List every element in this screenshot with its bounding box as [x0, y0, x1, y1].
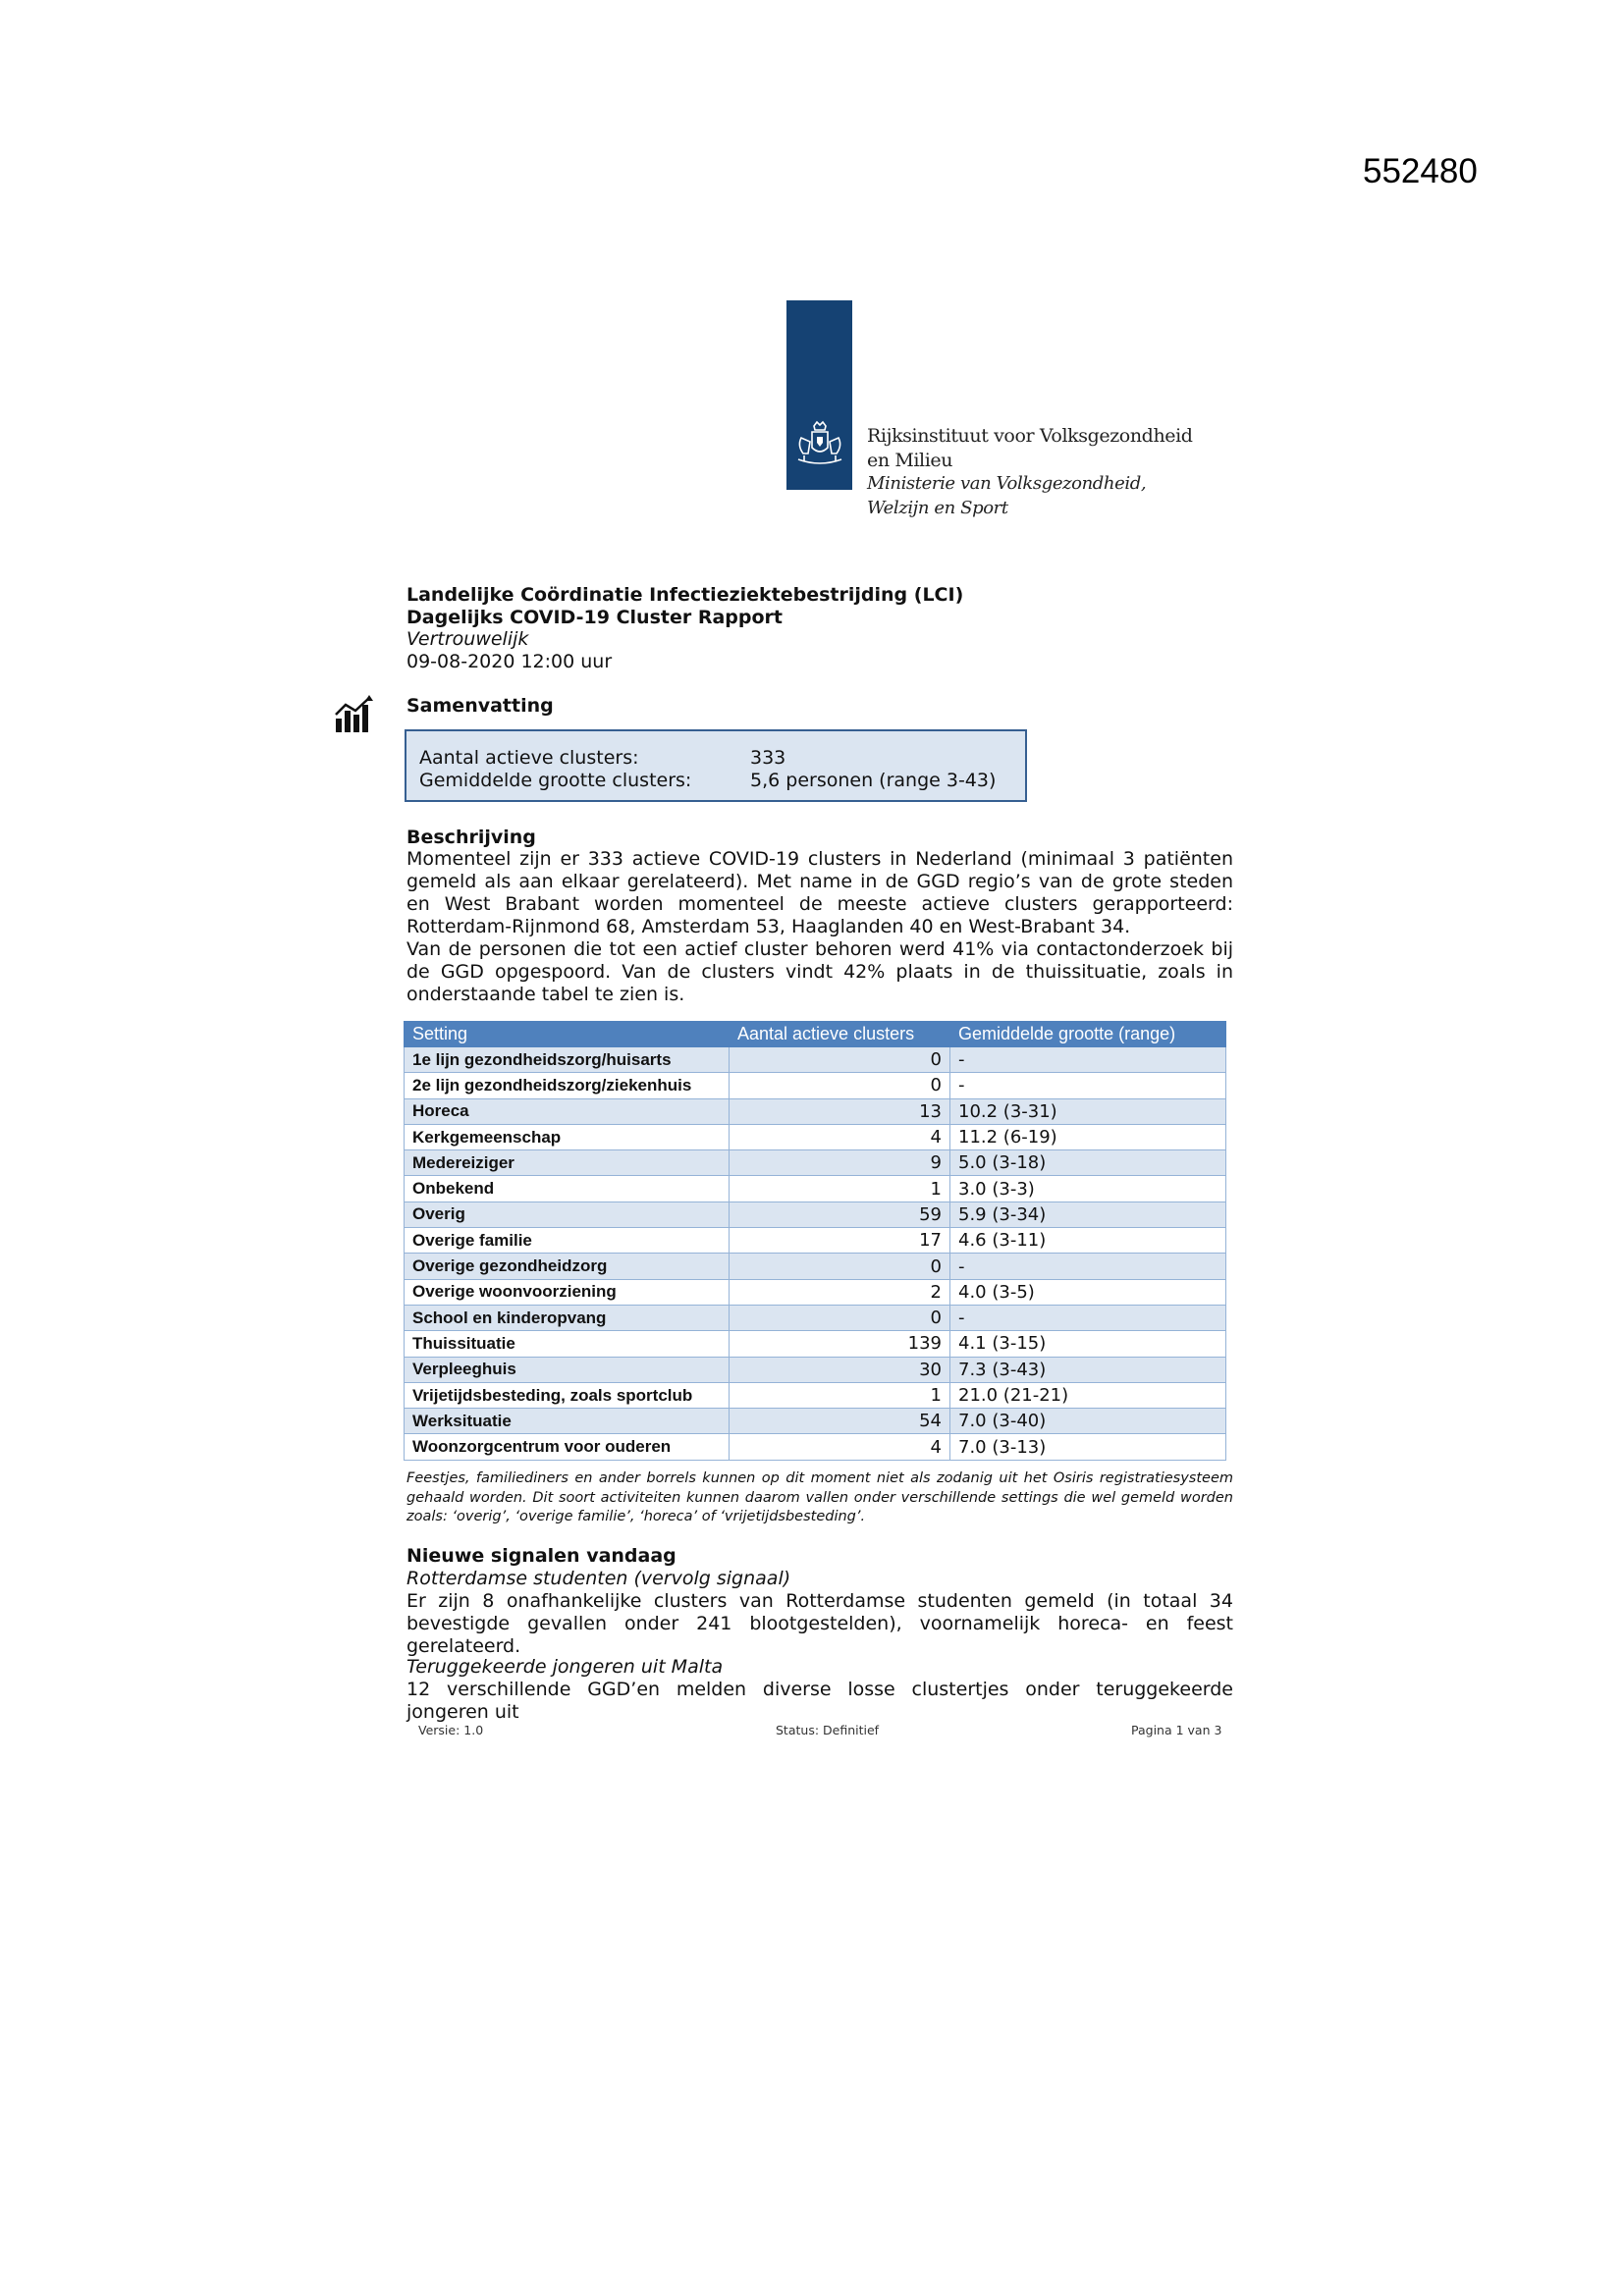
cell-setting: School en kinderopvang	[405, 1305, 730, 1330]
cell-count: 0	[730, 1305, 950, 1330]
table-header-row	[405, 1022, 1226, 1047]
logo-line-2: en Milieu	[867, 449, 953, 471]
table-row	[405, 1409, 1226, 1434]
signal-1-text: Er zijn 8 onafhankelijke clusters van Rotterdamse studenten gemeld (in totaal 34 bevestigde gevallen onder 241 blootgestelden), voornamelijk horeca- en feest gerelateerd.	[406, 1590, 1233, 1657]
cell-count: 1	[730, 1176, 950, 1201]
table-row	[405, 1047, 1226, 1073]
logo-text	[867, 424, 1193, 520]
table-row	[405, 1254, 1226, 1279]
crest-icon	[792, 420, 847, 471]
description-paragraph-2: Van de personen die tot een actief cluster behoren werd 41% via contactonderzoek bij de GGD opgespoord. Van de clusters vindt 42% plaats in de thuissituatie, zoals in onderstaande tabel te zien is.	[406, 938, 1233, 1005]
cell-setting: Woonzorgcentrum voor ouderen	[405, 1434, 730, 1460]
table-body	[405, 1047, 1226, 1461]
cell-count: 0	[730, 1047, 950, 1073]
cell-setting: Thuissituatie	[405, 1331, 730, 1357]
logo-line-4: Welzijn en Sport	[867, 497, 1008, 518]
table-row	[405, 1201, 1226, 1227]
signal-2-text: 12 verschillende GGD’en melden diverse losse clustertjes onder teruggekeerde jongeren uit	[406, 1679, 1233, 1723]
table-row	[405, 1434, 1226, 1460]
footer-status: Status: Definitief	[776, 1723, 880, 1737]
report-header	[406, 584, 963, 672]
cell-avg: -	[950, 1047, 1226, 1073]
column-header-setting: Setting	[405, 1022, 730, 1047]
cell-count: 0	[730, 1254, 950, 1279]
cell-setting: 1e lijn gezondheidszorg/huisarts	[405, 1047, 730, 1073]
description-heading: Beschrijving	[406, 827, 536, 848]
cell-count: 4	[730, 1434, 950, 1460]
cell-count: 139	[730, 1331, 950, 1357]
logo-line-3: Ministerie van Volksgezondheid,	[867, 473, 1147, 494]
org-name: Landelijke Coördinatie Infectieziektebestrijding (LCI)	[406, 584, 964, 606]
cell-setting: Overige familie	[405, 1228, 730, 1254]
cell-avg: -	[950, 1305, 1226, 1330]
cell-avg: 4.1 (3-15)	[950, 1331, 1226, 1357]
cell-avg: 7.0 (3-13)	[950, 1434, 1226, 1460]
cell-avg: 7.0 (3-40)	[950, 1409, 1226, 1434]
cell-count: 1	[730, 1382, 950, 1408]
cell-setting: Overige woonvoorziening	[405, 1279, 730, 1305]
cell-avg: -	[950, 1254, 1226, 1279]
classification: Vertrouwelijk	[406, 628, 529, 650]
cell-setting: Verpleeghuis	[405, 1357, 730, 1382]
cell-count: 30	[730, 1357, 950, 1382]
signals-heading: Nieuwe signalen vandaag	[406, 1545, 677, 1567]
table-row	[405, 1357, 1226, 1382]
cell-count: 54	[730, 1409, 950, 1434]
cell-setting: 2e lijn gezondheidszorg/ziekenhuis	[405, 1073, 730, 1098]
table-row	[405, 1331, 1226, 1357]
table-row	[405, 1279, 1226, 1305]
table-row	[405, 1073, 1226, 1098]
summary-heading: Samenvatting	[406, 695, 554, 717]
report-datetime: 09-08-2020 12:00 uur	[406, 650, 613, 672]
rijksoverheid-logo-bar	[786, 300, 852, 490]
cell-setting: Overige gezondheidzorg	[405, 1254, 730, 1279]
logo-line-1: Rijksinstituut voor Volksgezondheid	[867, 425, 1193, 447]
avg-size-label: Gemiddelde grootte clusters:	[419, 770, 692, 791]
cell-setting: Horeca	[405, 1098, 730, 1124]
table-row	[405, 1150, 1226, 1176]
cell-avg: 21.0 (21-21)	[950, 1382, 1226, 1408]
cell-setting: Medereiziger	[405, 1150, 730, 1176]
signal-1-title: Rotterdamse studenten (vervolg signaal)	[406, 1568, 791, 1589]
cell-setting: Onbekend	[405, 1176, 730, 1201]
cell-count: 4	[730, 1124, 950, 1149]
cell-avg: 11.2 (6-19)	[950, 1124, 1226, 1149]
cell-count: 0	[730, 1073, 950, 1098]
cell-setting: Werksituatie	[405, 1409, 730, 1434]
signal-2-title: Teruggekeerde jongeren uit Malta	[406, 1656, 724, 1678]
table-row	[405, 1382, 1226, 1408]
avg-size-value: 5,6 personen (range 3-43)	[750, 770, 997, 791]
document-id: 552480	[1363, 152, 1478, 190]
table-row	[405, 1098, 1226, 1124]
table-note: Feestjes, familiediners en ander borrels kunnen op dit moment niet als zodanig uit het Osiris registratiesysteem gehaald worden. Dit soort activiteiten kunnen daarom vallen onder verschillende settings die wel gemeld worden zoals: ‘overig’, ‘overige familie’, ‘horeca’ of ‘vrijetijdsbesteding’.	[406, 1470, 1233, 1524]
description-paragraph-1: Momenteel zijn er 333 actieve COVID-19 clusters in Nederland (minimaal 3 patiënten gemeld als aan elkaar gerelateerd). Met name in de GGD regio’s van de grote steden en West Brabant worden momenteel de meeste actieve clusters gerapporteerd: Rotterdam-Rijnmond 68, Amsterdam 53, Haaglanden 40 en West-Brabant 34.	[406, 848, 1233, 937]
summary-chart-icon	[334, 695, 375, 734]
cell-setting: Vrijetijdsbesteding, zoals sportclub	[405, 1382, 730, 1408]
table-row	[405, 1305, 1226, 1330]
cell-count: 2	[730, 1279, 950, 1305]
cell-avg: -	[950, 1073, 1226, 1098]
cell-count: 17	[730, 1228, 950, 1254]
active-clusters-value: 333	[750, 747, 786, 769]
cell-avg: 5.0 (3-18)	[950, 1150, 1226, 1176]
report-title: Dagelijks COVID-19 Cluster Rapport	[406, 606, 784, 628]
cell-setting: Kerkgemeenschap	[405, 1124, 730, 1149]
cell-avg: 10.2 (3-31)	[950, 1098, 1226, 1124]
table-row	[405, 1228, 1226, 1254]
cell-avg: 7.3 (3-43)	[950, 1357, 1226, 1382]
cell-count: 9	[730, 1150, 950, 1176]
table-row	[405, 1124, 1226, 1149]
cell-count: 13	[730, 1098, 950, 1124]
column-header-count: Aantal actieve clusters	[730, 1022, 950, 1047]
summary-box	[405, 729, 1027, 802]
column-header-avg: Gemiddelde grootte (range)	[950, 1022, 1226, 1047]
cell-setting: Overig	[405, 1201, 730, 1227]
table-row	[405, 1176, 1226, 1201]
cell-avg: 3.0 (3-3)	[950, 1176, 1226, 1201]
cell-avg: 4.6 (3-11)	[950, 1228, 1226, 1254]
footer-page: Pagina 1 van 3	[1131, 1723, 1222, 1737]
footer-version: Versie: 1.0	[418, 1723, 484, 1737]
cell-avg: 4.0 (3-5)	[950, 1279, 1226, 1305]
cell-count: 59	[730, 1201, 950, 1227]
cluster-settings-table	[404, 1021, 1226, 1461]
cell-avg: 5.9 (3-34)	[950, 1201, 1226, 1227]
active-clusters-label: Aantal actieve clusters:	[419, 747, 639, 769]
